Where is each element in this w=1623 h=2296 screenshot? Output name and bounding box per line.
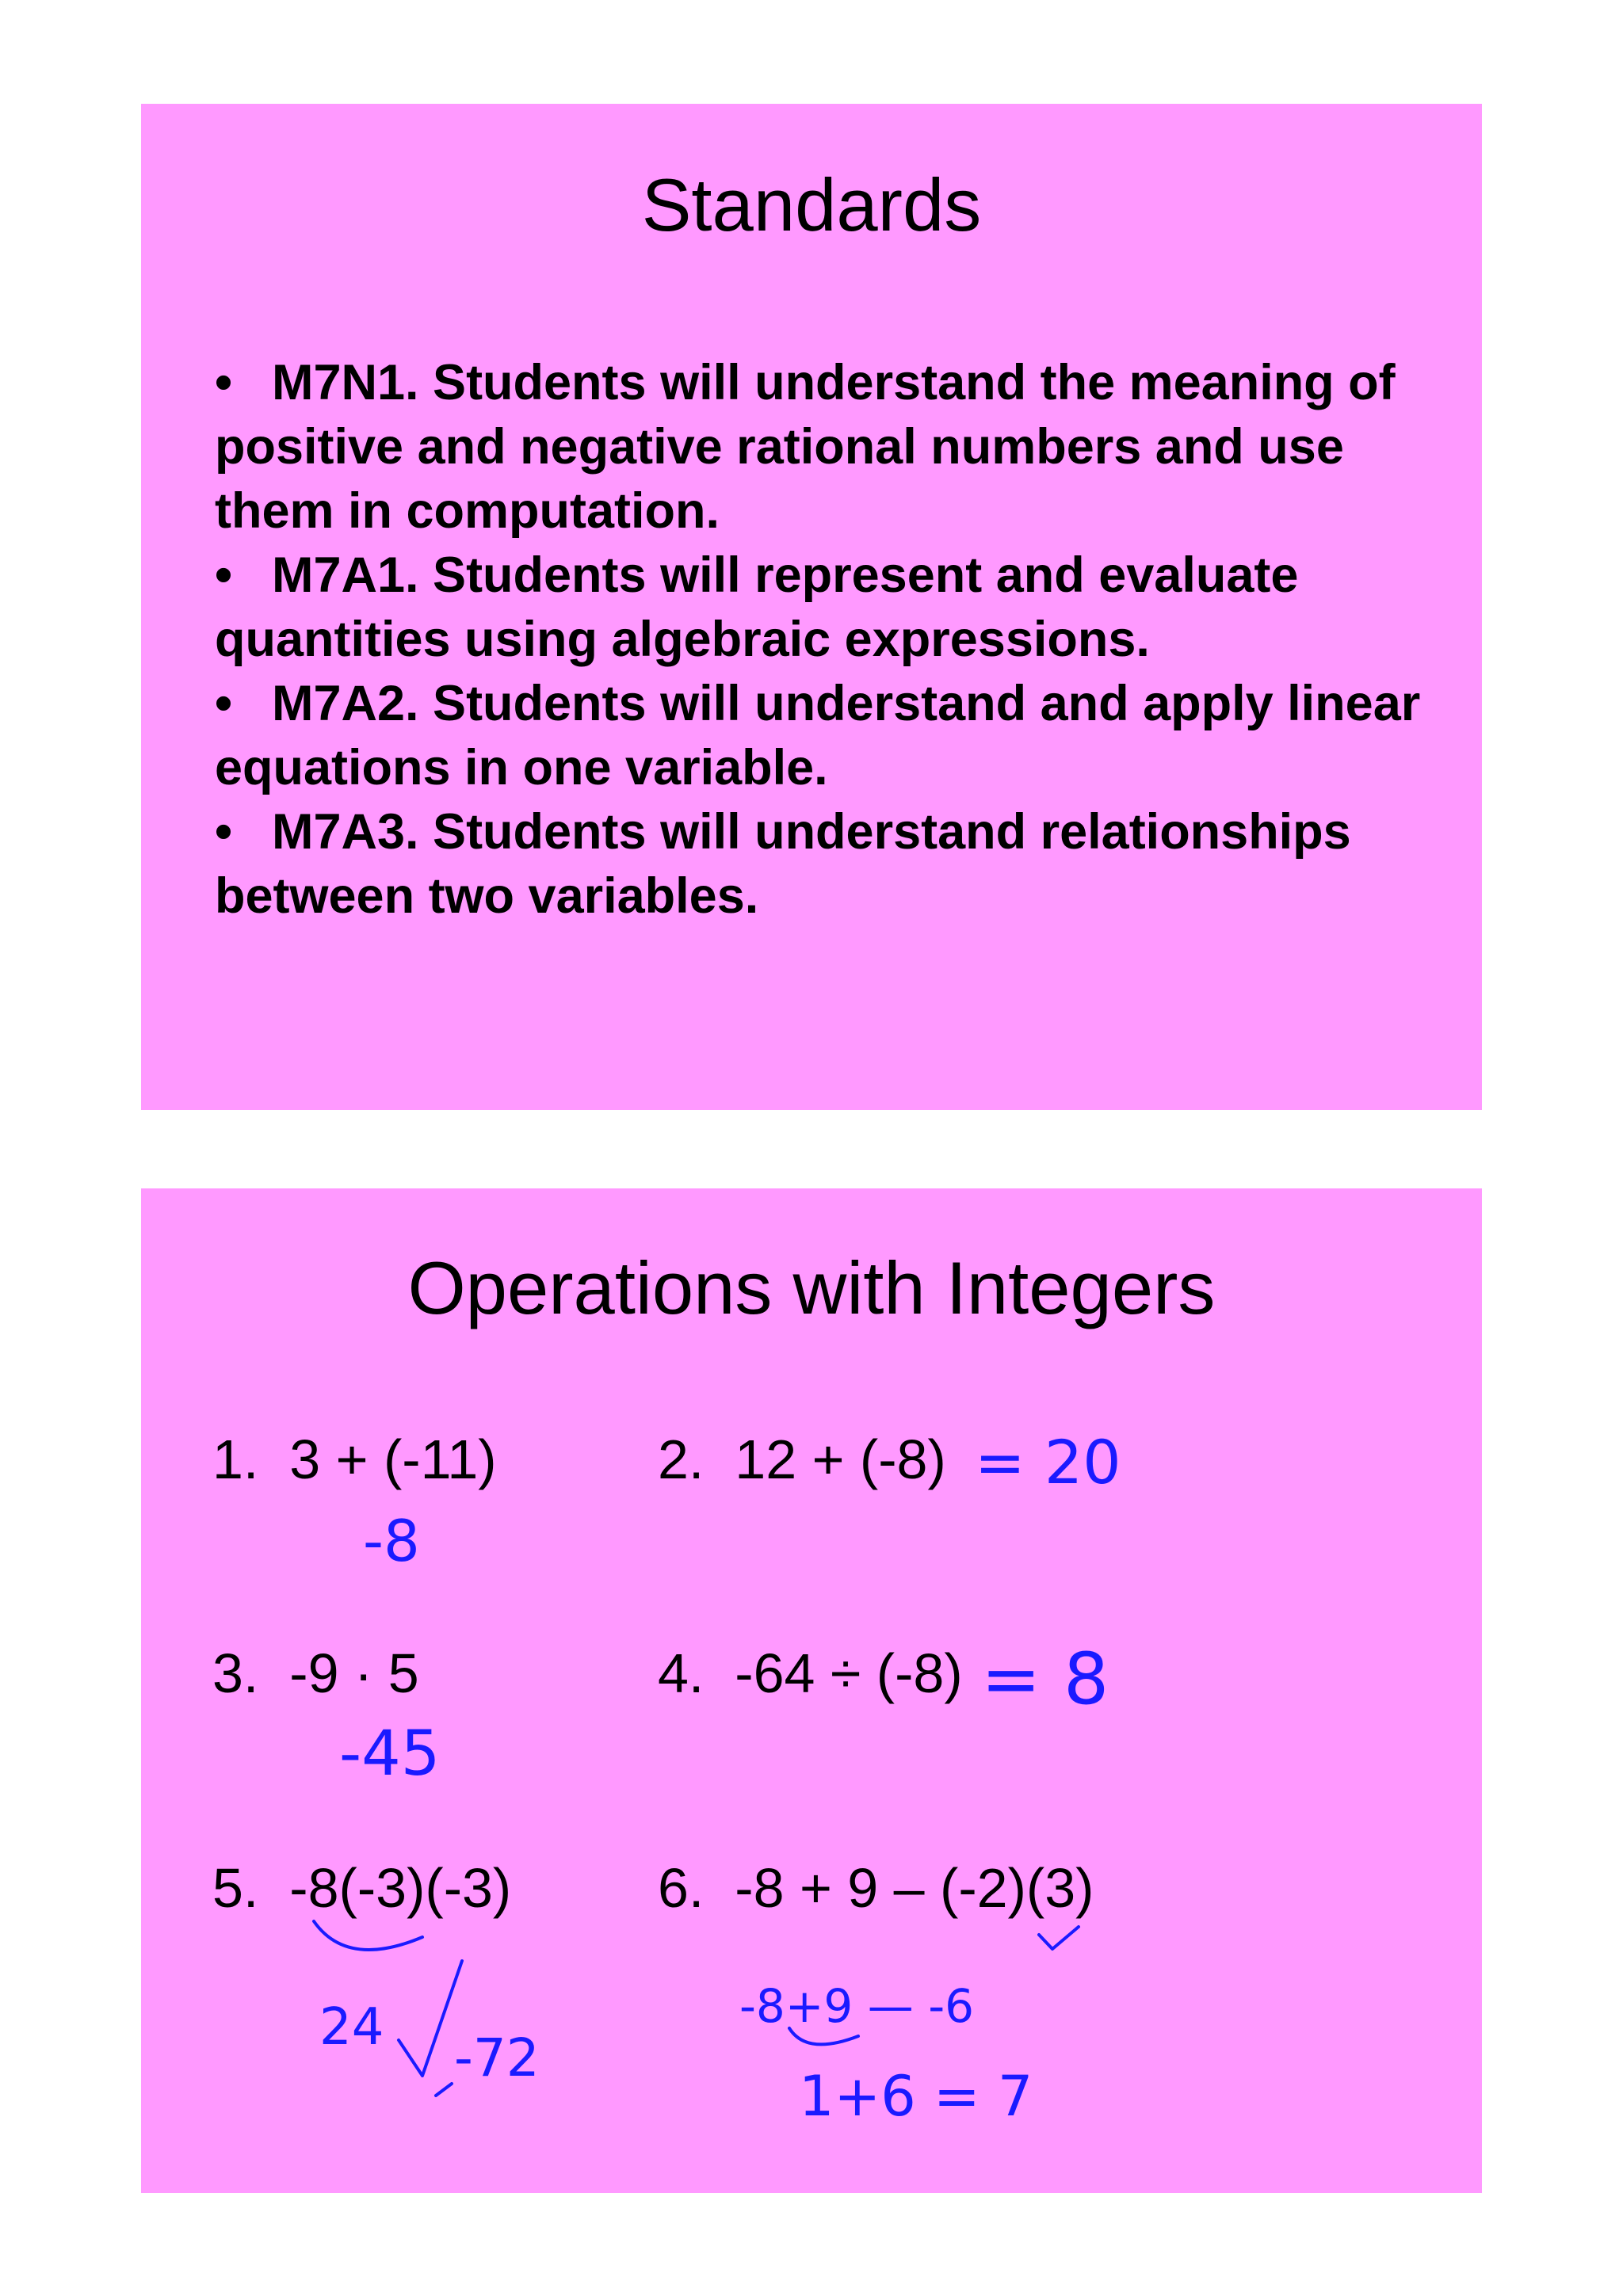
answer-6: 1+6 = 7	[799, 2064, 1033, 2129]
bullet-icon: •	[215, 355, 233, 410]
grouping-arc-icon	[314, 1921, 422, 1950]
minus-stroke-icon	[436, 2084, 452, 2096]
standard-item	[215, 672, 1451, 800]
bullet-icon: •	[215, 804, 233, 860]
check-mark-icon	[399, 1961, 462, 2076]
problem-5: 5. -8(-3)(-3)	[212, 1857, 512, 1919]
problem-1: 1. 3 + (-11)	[212, 1428, 497, 1490]
answer-4: = 8	[981, 1638, 1109, 1721]
slide-title-standards: Standards	[641, 163, 982, 246]
partial-product-5: 24	[319, 1998, 384, 2057]
problem-4: 4. -64 ÷ (-8)	[658, 1642, 963, 1704]
answer-5: -72	[454, 2027, 540, 2088]
problem-6: 6. -8 + 9 – (-2)(3)	[658, 1857, 1094, 1919]
bullet-icon: •	[215, 547, 233, 603]
work-6-line-1: -8+9 — -6	[739, 1979, 975, 2033]
answer-3: -45	[339, 1718, 441, 1790]
answer-1: -8	[363, 1508, 420, 1574]
problem-2: 2. 12 + (-8)	[658, 1428, 946, 1490]
standard-text: M7A3. Students will understand relationships between two variables.	[215, 804, 1351, 924]
standard-text: M7A1. Students will represent and evaluate quantities using algebraic expressions.	[215, 547, 1299, 667]
standard-item	[215, 351, 1451, 543]
problem-3: 3. -9 · 5	[212, 1642, 419, 1704]
standard-item	[215, 543, 1451, 672]
check-mark-icon	[1039, 1927, 1079, 1949]
slide-operations-with-integers	[141, 1188, 1482, 2193]
slide-title-operations: Operations with Integers	[407, 1246, 1216, 1329]
slide-standards	[141, 104, 1482, 1110]
answer-2: = 20	[975, 1427, 1121, 1497]
standards-list	[215, 351, 1451, 929]
standard-text: M7N1. Students will understand the meaning of positive and negative rational numbers and use them in computation.	[215, 355, 1396, 539]
standard-text: M7A2. Students will understand and apply linear equations in one variable.	[215, 676, 1421, 795]
grouping-arc-icon	[789, 2028, 858, 2044]
bullet-icon: •	[215, 676, 233, 731]
standard-item	[215, 800, 1451, 929]
